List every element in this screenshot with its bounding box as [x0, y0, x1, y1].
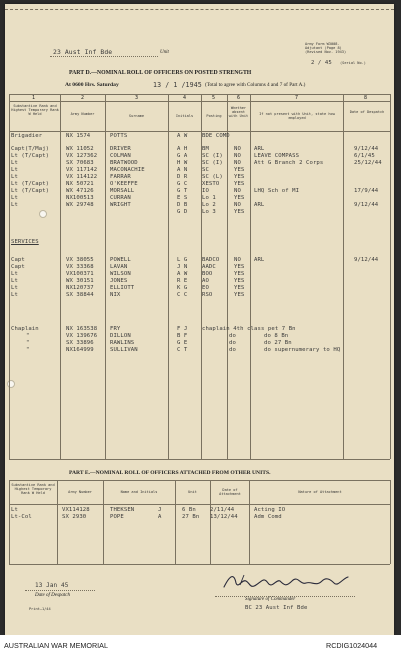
- table-cell: Lt: [11, 285, 18, 291]
- table-cell: ": [26, 340, 30, 346]
- table-cell: WX 11052: [66, 146, 94, 152]
- table-cell: J N: [177, 264, 188, 270]
- table-cell: AADC: [202, 264, 216, 270]
- table-cell: Lt: [11, 195, 18, 201]
- table-cell: Lt: [11, 174, 18, 180]
- col-header-absent: Whether absent with Unit: [228, 106, 249, 118]
- table-cell: WX 30151: [66, 278, 94, 284]
- serial-number: 2 / 45: [311, 60, 332, 66]
- table-cell: E S: [177, 195, 188, 201]
- table-cell: IO: [202, 188, 209, 194]
- table-cell: ELLIOTT: [110, 285, 135, 291]
- table-cell: SC (L): [202, 174, 223, 180]
- signature-name: BC 23 Aust Inf Bde: [245, 605, 308, 611]
- table-cell: R E: [177, 278, 188, 284]
- table-cell: chaplain 4th class pet 7 Bn: [202, 326, 296, 332]
- table-cell: SERVICES: [11, 239, 39, 245]
- table-cell: NO: [234, 153, 241, 159]
- table-cell: ": [26, 333, 30, 339]
- table-cell: THEKSEN: [110, 507, 135, 513]
- table-cell: Lt (T/Capt): [11, 153, 50, 159]
- table-cell: A H: [177, 146, 188, 152]
- table-cell: YES: [234, 181, 245, 187]
- despatch-date: 13 Jan 45: [35, 582, 69, 589]
- col-header-number: Army Number: [70, 112, 95, 116]
- table-cell: YES: [234, 278, 245, 284]
- table-cell: RSO: [202, 292, 213, 298]
- table-cell: 6/1/45: [354, 153, 375, 159]
- form-ref-2: Adjutant (Page 8): [305, 46, 342, 50]
- e-header-rank: Substantive Rank and Highest Temporary Rank W Held: [11, 483, 55, 495]
- table-cell: A W: [177, 133, 188, 139]
- table-cell: ARL: [254, 146, 265, 152]
- archive-name: AUSTRALIAN WAR MEMORIAL: [4, 641, 108, 650]
- commander-signature: [220, 569, 355, 595]
- signature-label: Signature of Commander: [245, 597, 296, 602]
- table-cell: 2/11/44: [210, 507, 235, 513]
- table-cell: NX100513: [66, 195, 94, 201]
- table-cell: NO: [234, 146, 241, 152]
- unit-label: Unit: [160, 50, 169, 55]
- table-cell: SX 2930: [62, 514, 87, 520]
- table-cell: EO: [202, 285, 209, 291]
- col-header-posting: Posting: [206, 114, 222, 118]
- despatch-date-line: [25, 590, 95, 591]
- table-cell: NX 50721: [66, 181, 94, 187]
- table-cell: NX164999: [66, 347, 94, 353]
- col-num-1: 1: [32, 95, 36, 101]
- table-cell: Lo 2: [202, 202, 216, 208]
- table-cell: YES: [234, 271, 245, 277]
- table-cell: NO: [234, 257, 241, 263]
- table-cell: 25/12/44: [354, 160, 382, 166]
- table-cell: L G: [177, 257, 188, 263]
- table-cell: XESTO: [202, 181, 220, 187]
- table-cell: G E: [177, 340, 188, 346]
- table-cell: 6 Bn: [182, 507, 196, 513]
- table-cell: MORSALL: [110, 188, 135, 194]
- form-ref-3: (Revised Nov. 1943): [305, 50, 347, 54]
- table-cell: Capt: [11, 264, 25, 270]
- table-cell: ARL: [254, 257, 265, 263]
- as-at-date: 13 / 1 /1945: [153, 81, 202, 89]
- table-cell: JONES: [110, 278, 128, 284]
- formation-name: 23 Aust Inf Bde: [53, 48, 113, 56]
- table-cell: C C: [177, 292, 188, 298]
- table-cell: Capt(T/Maj): [11, 146, 50, 152]
- table-cell: 9/12/44: [354, 202, 379, 208]
- table-cell: Lt: [11, 278, 18, 284]
- table-cell: Lt: [11, 167, 18, 173]
- col-num-2: 2: [81, 95, 85, 101]
- table-cell: Lo 3: [202, 209, 216, 215]
- table-cell: do: [229, 340, 236, 346]
- table-cell: 13/12/44: [210, 514, 238, 520]
- table-cell: NX 1574: [66, 133, 91, 139]
- table-cell: VX 33368: [66, 264, 94, 270]
- punch-hole-top: [39, 210, 47, 218]
- table-cell: do: [229, 347, 236, 353]
- table-cell: 9/12/44: [354, 146, 379, 152]
- table-cell: YES: [234, 209, 245, 215]
- table-cell: Capt: [11, 257, 25, 263]
- archive-footer: [0, 635, 401, 653]
- table-cell: Acting IO: [254, 507, 286, 513]
- table-cell: COLMAN: [110, 153, 131, 159]
- table-cell: POWELL: [110, 257, 131, 263]
- col-header-despatch: Date of Despatch: [349, 110, 385, 114]
- table-cell: VX 38055: [66, 257, 94, 263]
- table-cell: YES: [234, 167, 245, 173]
- table-cell: POTTS: [110, 133, 128, 139]
- table-cell: A: [158, 514, 162, 520]
- table-cell: NO: [234, 202, 241, 208]
- table-cell: A N: [177, 167, 188, 173]
- table-cell: NO: [234, 160, 241, 166]
- table-cell: MACONACHIE: [110, 167, 145, 173]
- document-sheet: [5, 4, 394, 635]
- table-cell: VX 139676: [66, 333, 98, 339]
- col-header-surname: Surname: [128, 114, 145, 118]
- table-cell: POPE: [110, 514, 124, 520]
- table-cell: LAVAN: [110, 264, 128, 270]
- table-cell: Lt (T/Capt): [11, 181, 50, 187]
- e-header-nature: Nature of Attachment: [298, 490, 342, 494]
- table-cell: Lt-Col: [11, 514, 32, 520]
- form-ref-1: Army Form W3008.: [305, 42, 340, 46]
- table-cell: YES: [234, 264, 245, 270]
- table-cell: LHQ Sch of MI: [254, 188, 300, 194]
- table-cell: ": [26, 347, 30, 353]
- table-cell: Lt: [11, 202, 18, 208]
- table-cell: K G: [177, 285, 188, 291]
- col-header-employed: If not present with Unit, state how employed: [259, 112, 335, 120]
- table-cell: BDE COMD: [202, 133, 230, 139]
- table-cell: BM: [202, 146, 209, 152]
- header-top-rule: [5, 9, 394, 10]
- table-cell: Lt: [11, 160, 18, 166]
- table-cell: SX 33896: [66, 340, 94, 346]
- col-num-5: 5: [212, 95, 216, 101]
- table-cell: VX 114122: [66, 174, 98, 180]
- col-header-initials: Initials: [175, 114, 194, 118]
- e-header-unit: Unit: [188, 490, 197, 494]
- table-cell: DILLON: [110, 333, 131, 339]
- table-cell: O'KEEFFE: [110, 181, 138, 187]
- archive-id: RCDIG1024044: [326, 641, 378, 650]
- table-cell: WILSON: [110, 271, 131, 277]
- table-cell: do: [229, 333, 236, 339]
- agree-note: (Total to agree with Columns 4 and 7 of Part A.): [205, 82, 306, 88]
- table-cell: D B: [177, 202, 188, 208]
- table-cell: BADCO: [202, 257, 220, 263]
- col-num-4: 4: [183, 95, 187, 101]
- table-cell: Lt: [11, 507, 18, 513]
- table-cell: VX100371: [66, 271, 94, 277]
- col-num-7: 7: [295, 95, 299, 101]
- table-cell: YES: [234, 285, 245, 291]
- table-cell: C T: [177, 347, 188, 353]
- table-cell: LEAVE COMPASS: [254, 153, 300, 159]
- table-cell: A W: [177, 271, 188, 277]
- table-cell: do 27 Bn: [264, 340, 292, 346]
- table-cell: H W: [177, 160, 188, 166]
- table-cell: DRIVER: [110, 146, 131, 152]
- table-cell: VX 117142: [66, 167, 98, 173]
- e-header-name: Name and Initials: [120, 490, 158, 494]
- table-cell: BOO: [202, 271, 213, 277]
- table-cell: G T: [177, 188, 188, 194]
- table-cell: Lt: [11, 271, 18, 277]
- table-cell: VX 127362: [66, 153, 98, 159]
- table-cell: ARL: [254, 202, 265, 208]
- table-cell: NX 163538: [66, 326, 98, 332]
- table-cell: WX 29748: [66, 202, 94, 208]
- table-cell: SULLIVAN: [110, 347, 138, 353]
- table-cell: G D: [177, 209, 188, 215]
- table-cell: Lt (T/Capt): [11, 188, 50, 194]
- table-cell: SX 38844: [66, 292, 94, 298]
- table-cell: 27 Bn: [182, 514, 200, 520]
- print-ref: Print—1/44: [29, 607, 51, 611]
- table-cell: SX 70683: [66, 160, 94, 166]
- table-cell: YES: [234, 292, 245, 298]
- table-cell: SC (I): [202, 160, 223, 166]
- table-cell: NX120737: [66, 285, 94, 291]
- e-header-date: Date of Attachment: [219, 488, 241, 496]
- table-cell: YES: [234, 195, 245, 201]
- table-cell: G A: [177, 153, 188, 159]
- table-cell: Chaplain: [11, 326, 39, 332]
- table-cell: WRIGHT: [110, 202, 131, 208]
- e-header-number: Army Number: [68, 490, 92, 494]
- table-cell: SC: [202, 167, 209, 173]
- table-cell: CURRAN: [110, 195, 131, 201]
- table-cell: Brigadier: [11, 133, 43, 139]
- table-cell: do supernumerary to HQ: [264, 347, 341, 353]
- table-cell: NO: [234, 188, 241, 194]
- table-cell: BRATWOOD: [110, 160, 138, 166]
- table-cell: J: [158, 507, 162, 513]
- col-header-rank: Substantive Rank and Highest Temporary Rank W Held: [11, 104, 59, 116]
- table-cell: do 8 Bn: [264, 333, 289, 339]
- table-cell: D R: [177, 174, 188, 180]
- table-cell: RAWLINS: [110, 340, 135, 346]
- unit-underline: [50, 56, 158, 57]
- table-cell: VX114128: [62, 507, 90, 513]
- table-cell: AO: [202, 278, 209, 284]
- col-num-8: 8: [364, 95, 368, 101]
- table-cell: Att G Branch 2 Corps: [254, 160, 324, 166]
- table-cell: 9/12/44: [354, 257, 379, 263]
- table-cell: Adm Comd: [254, 514, 282, 520]
- part-d-title: PART D.—NOMINAL ROLL OF OFFICERS ON POSTED STRENGTH: [69, 70, 252, 76]
- col-num-3: 3: [135, 95, 139, 101]
- table-cell: NIX: [110, 292, 121, 298]
- table-cell: FARRAR: [110, 174, 131, 180]
- table-cell: Lo 1: [202, 195, 216, 201]
- table-cell: YES: [234, 174, 245, 180]
- table-cell: B F: [177, 333, 188, 339]
- table-cell: SC (I): [202, 153, 223, 159]
- serial-label: (Serial No.): [340, 61, 366, 65]
- part-e-title: PART E.—NOMINAL ROLL OF OFFICERS ATTACHED FROM OTHER UNITS.: [69, 470, 271, 476]
- table-cell: G C: [177, 181, 188, 187]
- table-cell: Lt: [11, 292, 18, 298]
- table-cell: WX 47126: [66, 188, 94, 194]
- despatch-label: Date of Despatch: [35, 593, 70, 598]
- table-cell: F J: [177, 326, 188, 332]
- as-at-label: At 0600 Hrs. Saturday: [65, 82, 119, 88]
- col-num-6: 6: [237, 95, 241, 101]
- table-cell: 17/9/44: [354, 188, 379, 194]
- table-cell: FRY: [110, 326, 121, 332]
